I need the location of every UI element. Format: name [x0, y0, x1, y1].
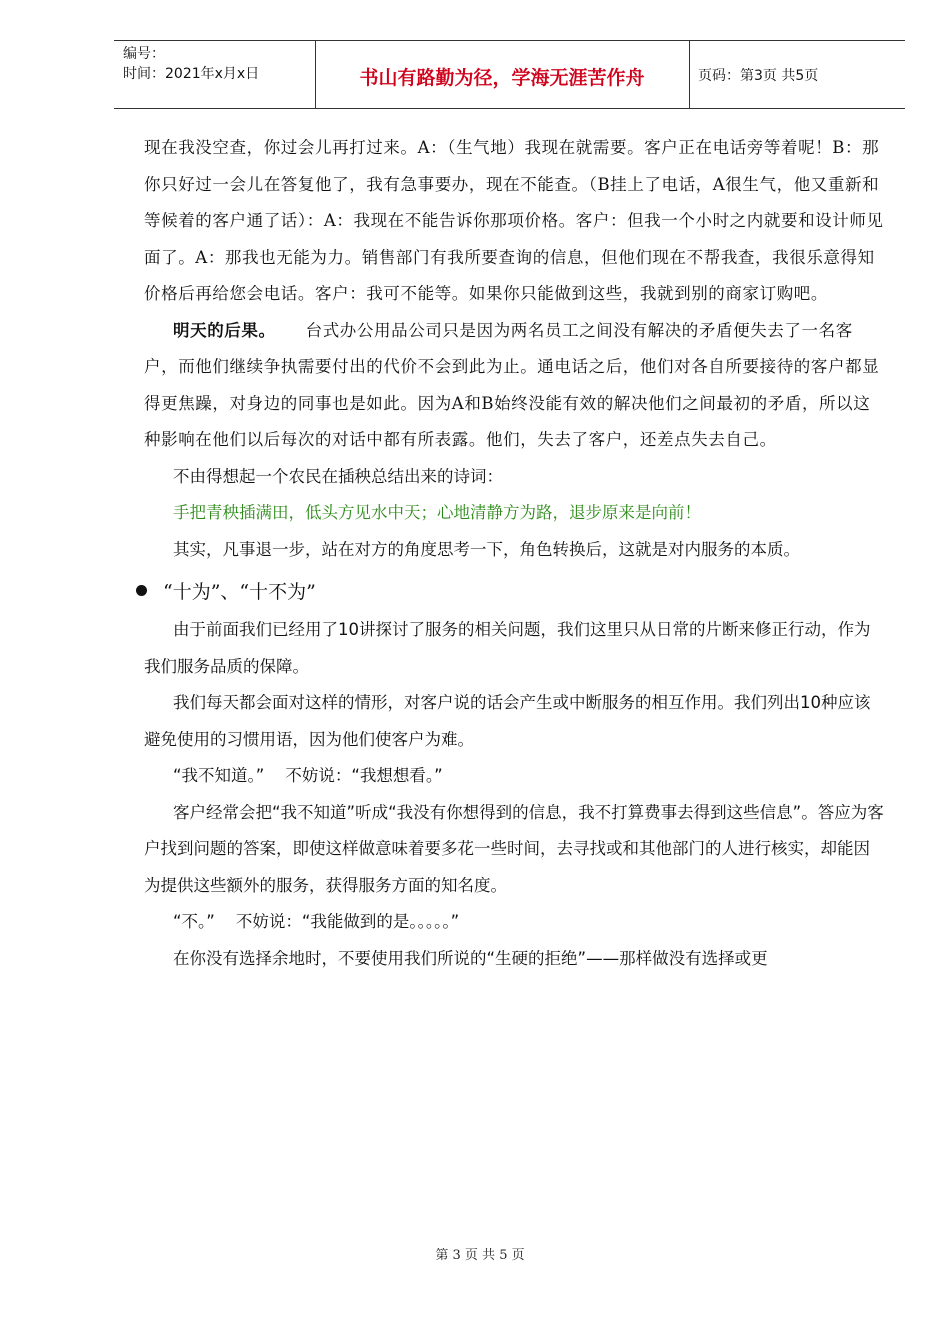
phrase-dont-know: “我不知道。” 不妨说：“我想想看。”	[173, 766, 443, 785]
header-motto-cell	[315, 41, 690, 108]
phrase-no: “不。” 不妨说：“我能做到的是。。。。。”	[173, 912, 460, 931]
header-right-cell	[690, 41, 905, 108]
motto: 书山有路勤为径，学海无涯苦作舟	[359, 67, 645, 89]
situation-paragraph: 我们每天都会面对这样的情形，对客户说的话会产生或中断服务的相互作用。我们列出10种应该避免使用的习惯用语，因为他们使客户为难。	[144, 693, 871, 749]
page-footer: 第 3 页 共 5 页	[435, 1248, 525, 1263]
time-label: 时间：2021年x月x日	[123, 66, 260, 82]
dialogue-paragraph: 现在我没空查，你过会儿再打过来。A：（生气地）我现在就需要。客户正在电话旁等着呢！B：那你只好过一会儿在答复他了，我有急事要办，现在不能查。（B挂上了电话，A很生气，他又重新和等候着的客户通了话）：A：我现在不能告诉你那项价格。客户：但我一个小时之内就要和设计师见面了。A：那我也无能为力。销售部门有我所要查询的信息，但他们现在不帮我查，我很乐意得知价格后再给您会电话。客户：我可不能等。如果你只能做到这些，我就到别的商家订购吧。	[144, 138, 884, 303]
poem-intro: 不由得想起一个农民在插秧总结出来的诗词：	[173, 466, 503, 486]
page-info: 页码：第3页 共5页	[698, 68, 819, 84]
consequence-text: 台式办公用品公司只是因为两名员工之间没有解决的矛盾便失去了一名客户，而他们继续争执需要付出的代价不会到此为止。通电话之后，他们对各自所要接待的客户都显得更焦躁，对身边的同事也是如此。因为A和B始终没能有效的解决他们之间最初的矛盾，所以这种影响在他们以后每次的对话中都有所表露。他们，失去了客户，还差点失去自己。	[144, 320, 880, 449]
document-body	[144, 130, 884, 977]
essence-paragraph: 其实，凡事退一步，站在对方的角度思考一下，角色转换后，这就是对内服务的本质。	[173, 539, 800, 559]
consequence-paragraph	[144, 313, 884, 459]
serial-label: 编号：	[123, 46, 165, 62]
consequence-lead: 明天的后果。	[173, 320, 276, 340]
explain-dont-know: 客户经常会把“我不知道”听成“我没有你想得到的信息，我不打算费事去得到这些信息”。答应为客户找到问题的答案，即使这样做意味着要多花一些时间，去寻找或和其他部门的人进行核实，却能因为提供这些额外的服务，获得服务方面的知名度。	[144, 802, 884, 895]
section-heading-text: “十为”、“十不为”	[163, 581, 316, 603]
bullet-icon	[136, 585, 147, 596]
explain-no: 在你没有选择余地时，不要使用我们所说的“生硬的拒绝”——那样做没有选择或更	[173, 948, 768, 968]
page-header	[114, 40, 905, 109]
header-left-cell	[114, 41, 316, 108]
section-heading	[136, 572, 884, 612]
intro-paragraph: 由于前面我们已经用了10讲探讨了服务的相关问题，我们这里只从日常的片断来修正行动，作为我们服务品质的保障。	[144, 620, 871, 676]
poem-text: 手把青秧插满田，低头方见水中天；心地清静方为路，退步原来是向前！	[173, 503, 701, 522]
